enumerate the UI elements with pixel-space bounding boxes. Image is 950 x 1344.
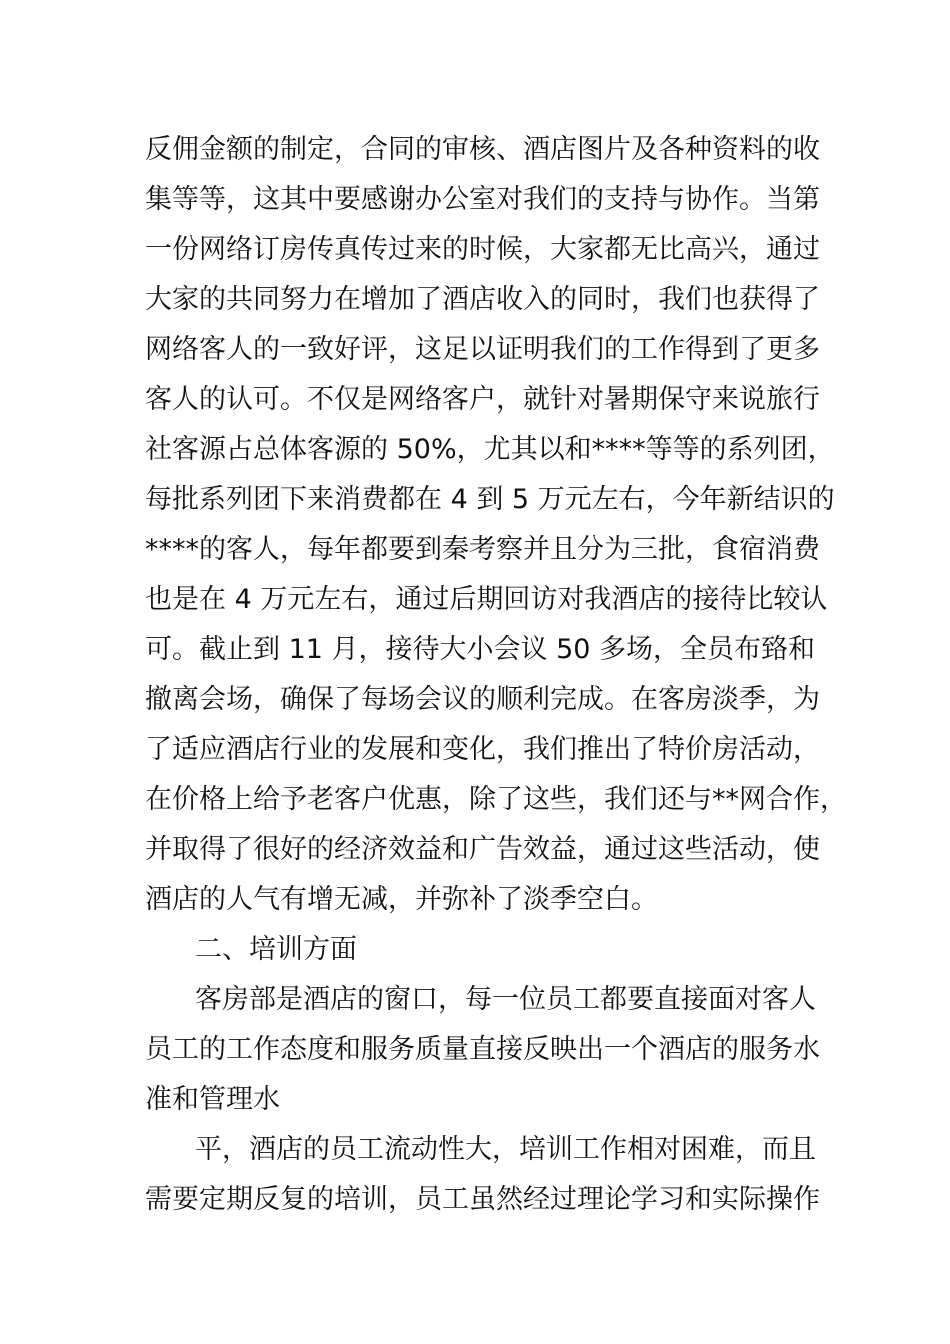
paragraph-line: 网络客人的一致好评，这足以证明我们的工作得到了更多 (145, 334, 820, 365)
paragraph-line: 每批系列团下来消费都在 4 到 5 万元左右，今年新结识的 (145, 484, 835, 515)
paragraph-line: 集等等，这其中要感谢办公室对我们的支持与协作。当第 (145, 184, 820, 215)
paragraph-line: 可。截止到 11 月，接待大小会议 50 多场，全员布臵和 (145, 634, 816, 665)
paragraph-line: 也是在 4 万元左右，通过后期回访对我酒店的接待比较认 (145, 584, 828, 615)
paragraph-line: 客房部是酒店的窗口，每一位员工都要直接面对客人 (195, 984, 816, 1015)
paragraph-line: 撤离会场，确保了每场会议的顺利完成。在客房淡季，为 (145, 684, 820, 715)
paragraph-line: 反佣金额的制定，合同的审核、酒店图片及各种资料的收 (145, 134, 820, 165)
paragraph-line: 需要定期反复的培训，员工虽然经过理论学习和实际操作 (145, 1184, 820, 1215)
paragraph-line: 员工的工作态度和服务质量直接反映出一个酒店的服务水 (145, 1034, 820, 1065)
paragraph-line: 大家的共同努力在增加了酒店收入的同时，我们也获得了 (145, 284, 820, 315)
paragraph-line: 客人的认可。不仅是网络客户，就针对暑期保守来说旅行 (145, 384, 820, 415)
paragraph-line: 并取得了很好的经济效益和广告效益，通过这些活动，使 (145, 834, 820, 865)
paragraph-line: 一份网络订房传真传过来的时候，大家都无比高兴，通过 (145, 234, 820, 265)
paragraph-line: 平，酒店的员工流动性大，培训工作相对困难，而且 (195, 1134, 816, 1165)
paragraph-line: 酒店的人气有增无减，并弥补了淡季空白。 (145, 884, 658, 915)
section-heading: 二、培训方面 (195, 934, 357, 965)
paragraph-line: ****的客人，每年都要到秦考察并且分为三批，食宿消费 (145, 534, 820, 565)
paragraph-line: 了适应酒店行业的发展和变化，我们推出了特价房活动， (145, 734, 820, 765)
paragraph-line: 社客源占总体客源的 50%，尤其以和****等等的系列团， (145, 434, 835, 465)
paragraph-line: 在价格上给予老客户优惠，除了这些，我们还与**网合作， (145, 784, 847, 815)
paragraph-line: 准和管理水 (145, 1084, 280, 1115)
